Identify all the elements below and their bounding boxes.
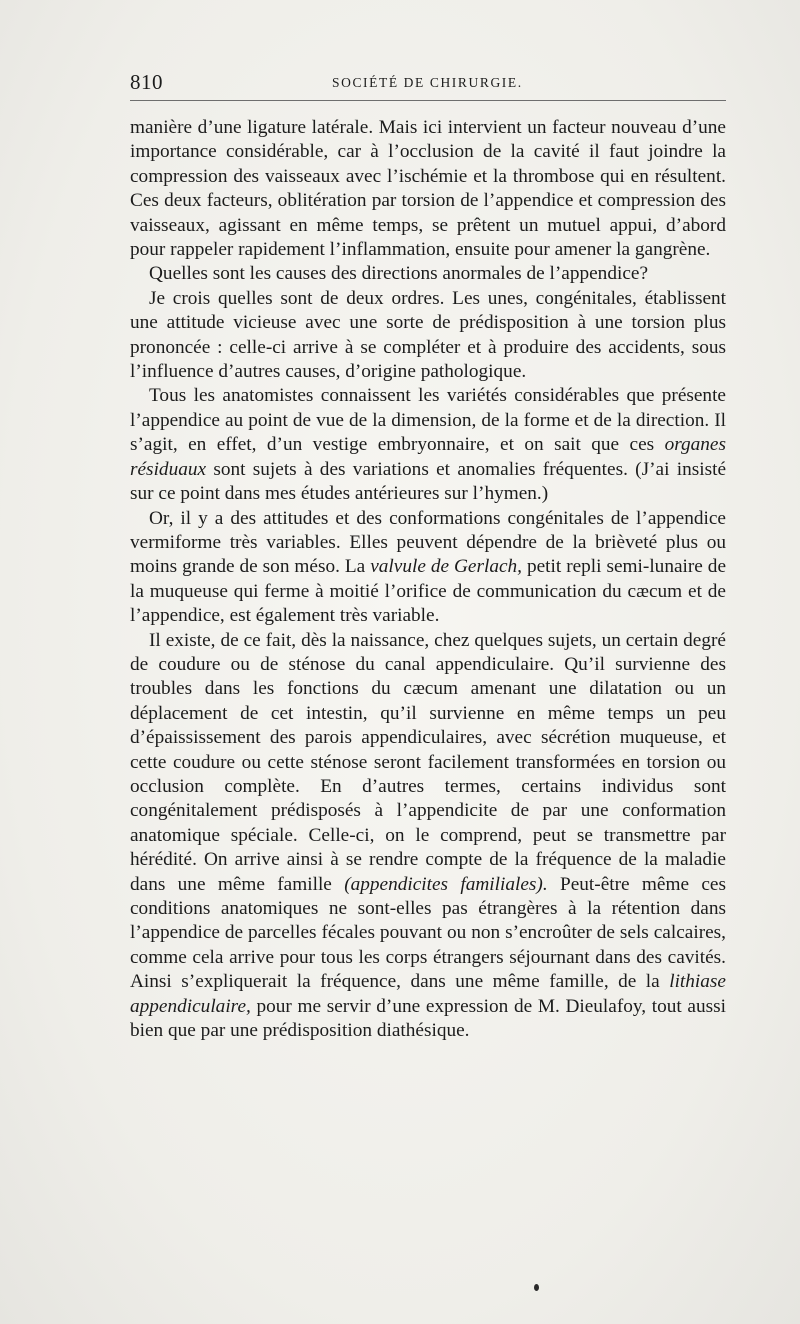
text-run: Peut-être même ces conditions anatomiques ne sont-elles pas étrangères à la rétention dans l’appendice de parcelles fécales pouvant ou non s’encroûter de sels calcaires, comme cela arrive pour tous les corps étrangers séjournant dans des cavités. Ainsi s’expliquerait la fréquence, dans une même famille, de la xyxy=(130,873,726,993)
italic-text: organes résiduaux xyxy=(130,434,726,480)
page-number: 810 xyxy=(130,70,163,94)
italic-text: (appendicites familiales). xyxy=(344,873,548,895)
paragraph xyxy=(130,384,726,506)
paragraph xyxy=(130,629,726,1044)
text-run: sont sujets à des variations et anomalies fréquentes. (J’ai insisté sur ce point dans mes études antérieures sur l’hymen.) xyxy=(130,458,726,505)
text-run: Or, il y a des attitudes et des conformations congénitales de l’appendice vermiforme très variables. Elles peuvent dépendre de la brièveté plus ou moins grande de son méso. La xyxy=(130,507,726,578)
text-run: Quelles sont les causes des directions anormales de l’appendice? xyxy=(149,263,648,285)
text-run: petit repli semi-lunaire de la muqueuse qui ferme à moitié l’orifice de communication du cæcum et de l’appendice, est également très variable. xyxy=(130,556,727,627)
page-header xyxy=(130,62,726,102)
paragraph xyxy=(130,262,726,286)
body-text xyxy=(130,116,726,1043)
text-run: Je crois quelles sont de deux ordres. Les unes, congénitales, établissent une attitude vicieuse avec une sorte de prédisposition à une torsion plus prononcée : celle-ci arrive à se compléter et à produire des accidents, sous l’influence d’autres causes, d’origine pathologique. xyxy=(130,287,726,383)
paragraph xyxy=(130,507,726,629)
paragraph xyxy=(130,287,726,385)
text-run: Il existe, de ce fait, dès la naissance, chez quelques sujets, un certain degré de coudure ou de sténose du canal appendiculaire. Qu’il survienne des troubles dans les fonctions du cæcum amenant une dilatation ou un déplacement de cet intestin, qu’il survienne en même temps un peu d’épaississement des parois appendiculaires, avec sécrétion muqueuse, et cette coudure ou cette sténose seront facilement transformées en torsion ou occlusion complète. En d’autres termes, certains individus sont congénitalement prédisposés à l’appendicite de par une conformation anatomique spéciale. Celle-ci, on le comprend, peut se transmettre par hérédité. On arrive ainsi à se rendre compte de la fréquence de la maladie dans une même famille xyxy=(130,629,726,895)
ink-dot xyxy=(534,1284,539,1291)
running-title: SOCIÉTÉ DE CHIRURGIE. xyxy=(332,75,523,90)
italic-text: valvule de Gerlach, xyxy=(370,556,522,578)
text-run: manière d’une ligature latérale. Mais ici intervient un facteur nouveau d’une importance considérable, car à l’occlusion de la cavité il faut joindre la compression des vaisseaux avec l’ischémie et la thrombose qui en résultent. Ces deux facteurs, oblitération par torsion de l’appendice et compression des vaisseaux, agissant en même temps, se prêtent un mutuel appui, d’abord pour rappeler rapidement l’inflammation, ensuite pour amener la gangrène. xyxy=(130,117,726,261)
paragraph xyxy=(130,116,726,262)
header-rule xyxy=(130,100,726,101)
text-run: pour me servir d’une expression de M. Dieulafoy, tout aussi bien que par une prédisposition diathésique. xyxy=(130,995,726,1042)
text-run: Tous les anatomistes connaissent les variétés considérables que présente l’appendice au point de vue de la dimension, de la forme et de la direction. Il s’agit, en effet, d’un vestige embryonnaire, et on sait que ces xyxy=(130,385,726,456)
italic-text: lithiase appendiculaire, xyxy=(130,971,726,1017)
